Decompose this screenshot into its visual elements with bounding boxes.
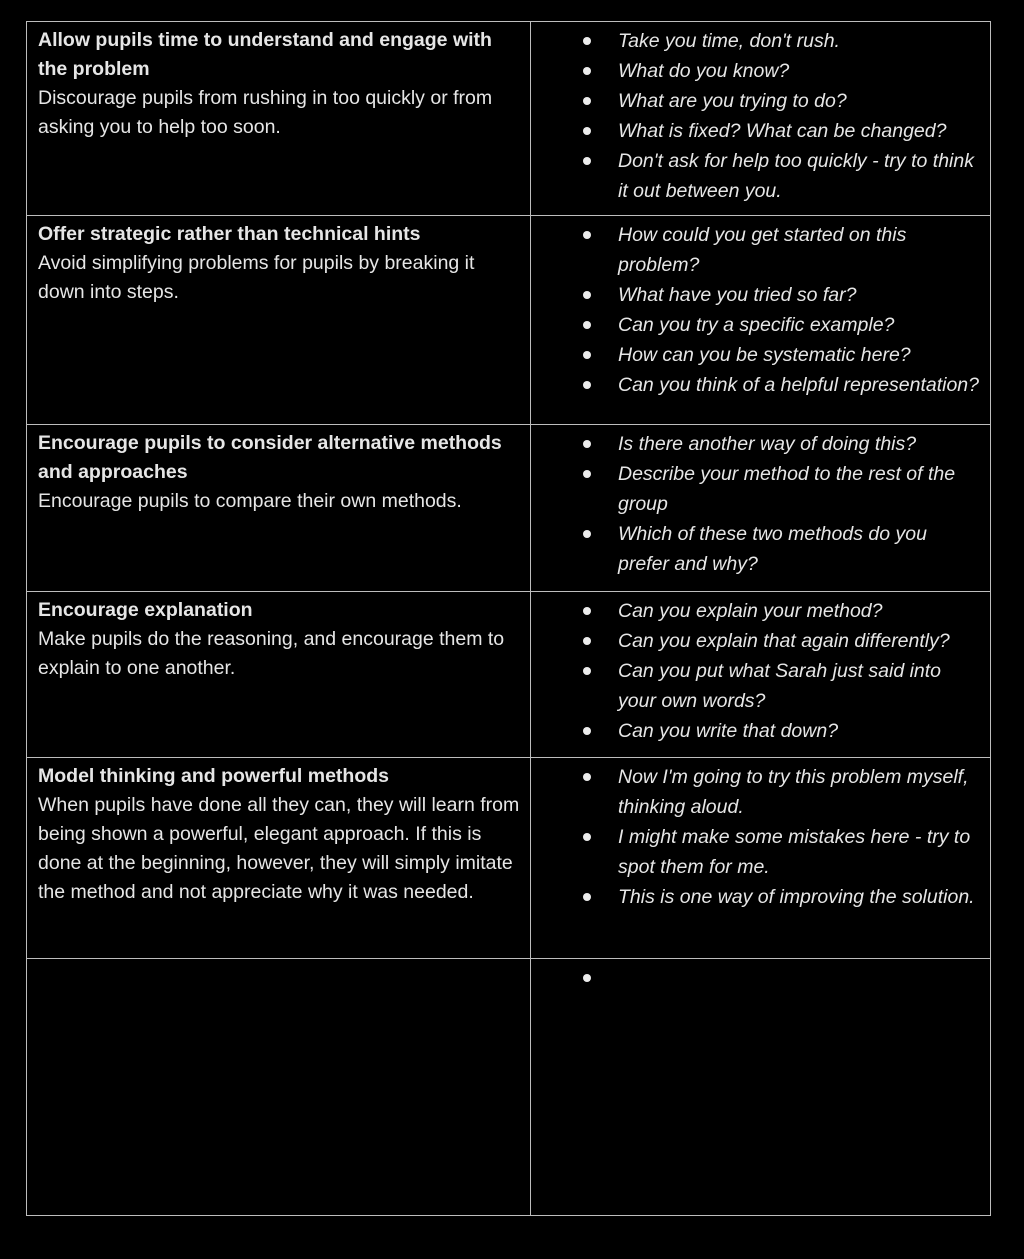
strategy-description: Make pupils do the reasoning, and encourage them to explain to one another. [38,628,505,679]
prompts-list [531,429,982,579]
prompt-item: How could you get started on this problem? [618,220,982,280]
prompt-item: Which of these two methods do you prefer and why? [618,519,982,579]
prompt-item: This is one way of improving the solution. [618,882,982,912]
prompts-list-empty [531,963,982,993]
prompt-item: Can you put what Sarah just said into your own words? [618,656,982,716]
table-row [27,216,991,425]
prompt-item: Is there another way of doing this? [618,429,982,459]
strategy-description: Discourage pupils from rushing in too quickly or from asking you to help too soon. [38,87,493,138]
prompts-list [531,762,982,912]
prompts-cell [531,758,991,959]
prompt-item: Take you time, don't rush. [618,26,982,56]
prompt-item: Can you explain that again differently? [618,626,982,656]
prompts-cell [531,425,991,592]
table-row [27,22,991,216]
strategy-heading: Encourage explanation [38,599,253,621]
table-row [27,758,991,959]
prompts-cell [531,216,991,425]
prompt-item: Can you write that down? [618,716,982,746]
strategy-heading: Allow pupils time to understand and engage with the problem [38,29,492,80]
strategy-description: When pupils have done all they can, they will learn from being shown a powerful, elegant approach. If this is done at the beginning, however, they will simply imitate the method and not appreciate why it was needed. [38,794,520,903]
prompts-list [531,26,982,206]
strategy-cell [27,758,531,959]
table-row [27,425,991,592]
prompts-cell [531,22,991,216]
empty-bullet [618,963,982,993]
strategy-description: Avoid simplifying problems for pupils by breaking it down into steps. [38,252,475,303]
prompt-item: What have you tried so far? [618,280,982,310]
prompt-item: Don't ask for help too quickly - try to think it out between you. [618,146,982,206]
prompt-item: Describe your method to the rest of the group [618,459,982,519]
strategy-heading: Model thinking and powerful methods [38,765,389,787]
prompt-item: What do you know? [618,56,982,86]
prompt-item: Can you explain your method? [618,596,982,626]
prompts-list [531,596,982,746]
strategy-cell [27,425,531,592]
prompt-item: Can you think of a helpful representation? [618,370,982,400]
prompts-cell [531,592,991,758]
strategies-table [26,21,991,1216]
strategy-heading: Encourage pupils to consider alternative methods and approaches [38,432,502,483]
strategy-heading: Offer strategic rather than technical hints [38,223,421,245]
strategy-cell [27,22,531,216]
prompt-item: What are you trying to do? [618,86,982,116]
strategy-cell-empty [27,959,531,1216]
strategy-cell [27,216,531,425]
table-row [27,592,991,758]
prompt-item: How can you be systematic here? [618,340,982,370]
strategy-description: Encourage pupils to compare their own methods. [38,490,462,512]
strategy-cell [27,592,531,758]
table-row-empty [27,959,991,1216]
prompt-item: I might make some mistakes here - try to spot them for me. [618,822,982,882]
prompt-item: Now I'm going to try this problem myself, thinking aloud. [618,762,982,822]
prompt-item: What is fixed? What can be changed? [618,116,982,146]
prompts-list [531,220,982,400]
prompt-item: Can you try a specific example? [618,310,982,340]
prompts-cell-empty [531,959,991,1216]
